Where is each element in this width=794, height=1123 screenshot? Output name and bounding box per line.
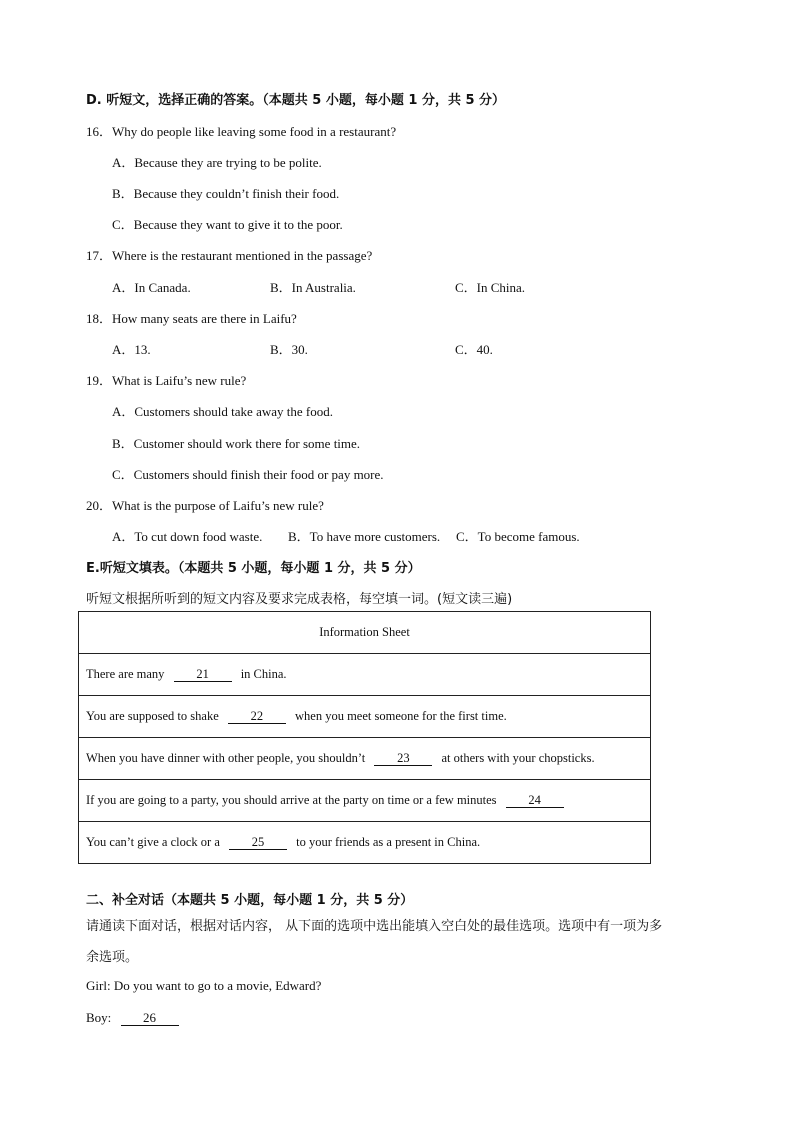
question-18-option-a: A．13. — [112, 342, 151, 357]
table-row — [79, 696, 651, 738]
row-text-before: You can’t give a clock or a — [86, 835, 220, 849]
table-cell — [79, 738, 651, 780]
table-row — [79, 738, 651, 780]
table-cell — [79, 654, 651, 696]
question-18-option-b: B．30. — [270, 342, 308, 357]
question-19-stem: 19．What is Laifu’s new rule? — [86, 373, 247, 388]
question-20-option-b: B．To have more customers. — [288, 529, 441, 544]
answer-blank-26[interactable]: 26 — [121, 1011, 179, 1026]
section-two-heading: 二、补全对话（本题共 5 小题，每小题 1 分，共 5 分） — [86, 893, 414, 908]
information-sheet-table — [78, 611, 651, 864]
question-19-option-b: B．Customer should work there for some time. — [112, 436, 361, 451]
row-text-after: to your friends as a present in China. — [296, 835, 481, 849]
question-16-option-a: A．Because they are trying to be polite. — [112, 155, 322, 170]
table-cell — [79, 822, 651, 864]
row-text-after: at others with your chopsticks. — [441, 751, 595, 765]
section-e-heading: E.听短文填表。（本题共 5 小题，每小题 1 分，共 5 分） — [86, 561, 421, 576]
row-text-before: If you are going to a party, you should arrive at the party on time or a few minutes — [86, 793, 497, 807]
question-16-stem: 16．Why do people like leaving some food in a restaurant? — [86, 124, 397, 139]
table-header-row — [79, 612, 651, 654]
table-cell — [79, 696, 651, 738]
question-20-stem: 20．What is the purpose of Laifu’s new rule? — [86, 498, 324, 513]
answer-blank-23[interactable]: 23 — [374, 751, 432, 766]
dialogue-line-boy — [86, 1010, 179, 1026]
answer-blank-24[interactable]: 24 — [506, 793, 564, 808]
table-row — [79, 654, 651, 696]
question-16-option-b: B．Because they couldn’t finish their food. — [112, 186, 340, 201]
question-16-option-c: C．Because they want to give it to the poor. — [112, 217, 343, 232]
table-header: Information Sheet — [79, 612, 651, 654]
answer-blank-21[interactable]: 21 — [174, 667, 232, 682]
row-text-before: There are many — [86, 667, 165, 681]
row-text-before: When you have dinner with other people, you shouldn’t — [86, 751, 366, 765]
dialogue-line-girl — [86, 978, 321, 994]
section-d-heading: D. 听短文，选择正确的答案。（本题共 5 小题，每小题 1 分，共 5 分） — [86, 93, 506, 108]
speaker-label: Boy: — [86, 1010, 112, 1025]
question-17-option-c: C．In China. — [455, 280, 526, 295]
question-20-option-a: A．To cut down food waste. — [112, 529, 263, 544]
answer-blank-25[interactable]: 25 — [229, 835, 287, 850]
answer-blank-22[interactable]: 22 — [228, 709, 286, 724]
question-20-option-c: C．To become famous. — [456, 529, 580, 544]
question-18-stem: 18．How many seats are there in Laifu? — [86, 311, 297, 326]
section-e-instruction: 听短文根据所听到的短文内容及要求完成表格，每空填一词。(短文读三遍) — [86, 592, 513, 607]
section-two-instruction-line2: 余选项。 — [86, 950, 139, 965]
table-row — [79, 822, 651, 864]
section-two-instruction-line1: 请通读下面对话，根据对话内容， 从下面的选项中选出能填入空白处的最佳选项。选项中有一项为多 — [86, 919, 663, 934]
question-18-option-c: C．40. — [455, 342, 493, 357]
question-17-stem: 17．Where is the restaurant mentioned in the passage? — [86, 248, 373, 263]
question-17-option-b: B．In Australia. — [270, 280, 356, 295]
dialogue-text: Do you want to go to a movie, Edward? — [113, 978, 322, 993]
question-19-option-a: A．Customers should take away the food. — [112, 404, 333, 419]
speaker-label: Girl: — [86, 978, 111, 993]
row-text-after: when you meet someone for the first time. — [295, 709, 507, 723]
question-19-option-c: C．Customers should finish their food or pay more. — [112, 467, 384, 482]
table-cell — [79, 780, 651, 822]
row-text-before: You are supposed to shake — [86, 709, 219, 723]
row-text-after: in China. — [240, 667, 287, 681]
table-row — [79, 780, 651, 822]
question-17-option-a: A．In Canada. — [112, 280, 191, 295]
